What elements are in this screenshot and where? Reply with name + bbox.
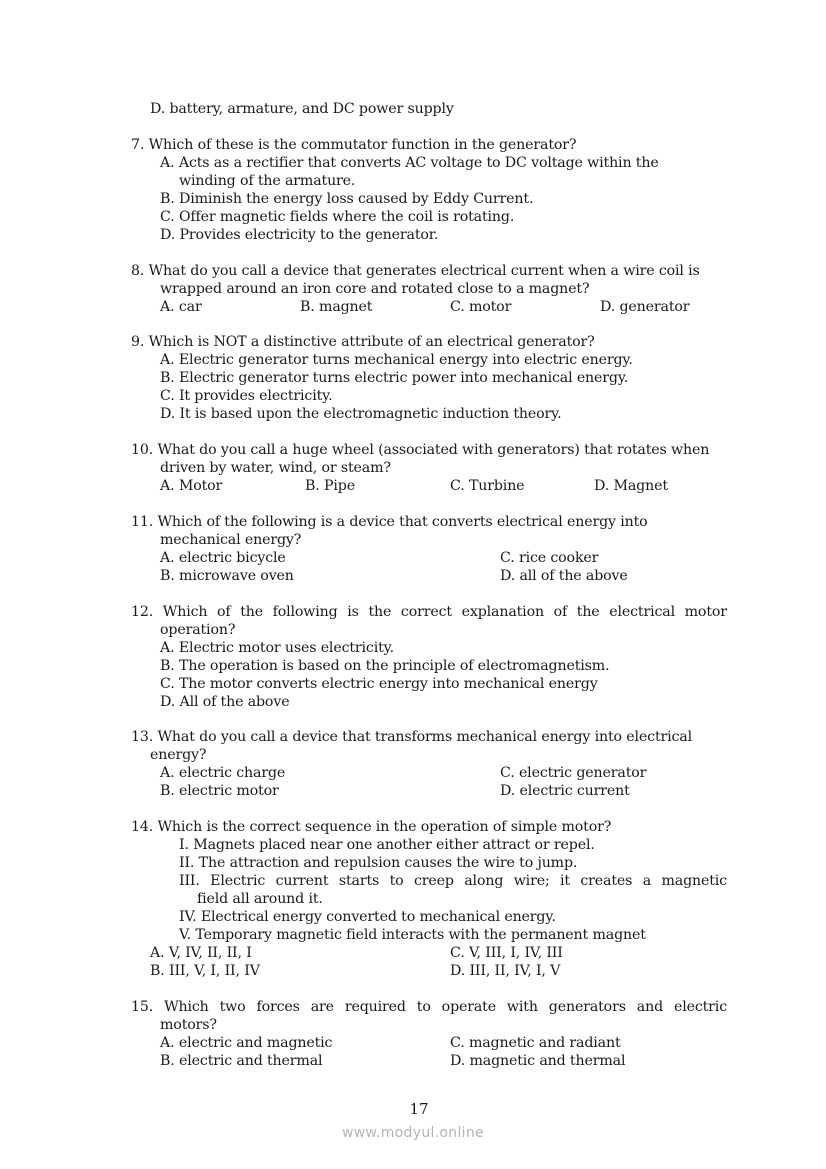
q9-option-b: B. Electric generator turns electric power into mechanical energy.	[160, 370, 629, 386]
q12-stem	[131, 603, 727, 621]
q13-option-a: A. electric charge	[160, 765, 286, 781]
q12-stem-justified: 12. Which of the following is the correct explanation of the electrical motor	[131, 604, 727, 620]
q8-option-c: C. motor	[450, 299, 512, 315]
q8-option-d: D. generator	[600, 299, 690, 315]
q14-option-d: D. III, II, IV, I, V	[450, 963, 561, 979]
q14-option-a: A. V, IV, II, II, I	[150, 945, 252, 961]
q8-stem-cont: wrapped around an iron core and rotated close to a magnet?	[160, 281, 590, 297]
q14-statement-3-cont: field all around it.	[197, 891, 323, 907]
q13-stem: 13. What do you call a device that transforms mechanical energy into electrical	[131, 729, 693, 745]
q8-option-b: B. magnet	[300, 299, 373, 315]
q14-option-b: B. III, V, I, II, IV	[150, 963, 260, 979]
q7-option-b: B. Diminish the energy loss caused by Eddy Current.	[160, 191, 534, 207]
q10-stem: 10. What do you call a huge wheel (associated with generators) that rotates when	[131, 442, 710, 458]
q7-option-d: D. Provides electricity to the generator.	[160, 227, 439, 243]
q13-option-d: D. electric current	[500, 783, 630, 799]
q9-option-a: A. Electric generator turns mechanical energy into electric energy.	[160, 352, 633, 368]
q10-option-c: C. Turbine	[450, 478, 525, 494]
q9-option-d: D. It is based upon the electromagnetic induction theory.	[160, 406, 562, 422]
q6-option-d: D. battery, armature, and DC power supply	[150, 101, 454, 117]
q11-stem-cont: mechanical energy?	[160, 532, 302, 548]
q10-option-a: A. Motor	[160, 478, 223, 494]
q8-option-a: A. car	[160, 299, 202, 315]
q13-option-c: C. electric generator	[500, 765, 647, 781]
q15-option-d: D. magnetic and thermal	[450, 1053, 626, 1069]
q7-stem: 7. Which of these is the commutator function in the generator?	[131, 137, 577, 153]
q15-stem	[131, 998, 727, 1016]
q10-option-d: D. Magnet	[594, 478, 668, 494]
q13-option-b: B. electric motor	[160, 783, 279, 799]
q14-statement-2: II. The attraction and repulsion causes the wire to jump.	[179, 855, 578, 871]
q15-option-b: B. electric and thermal	[160, 1053, 323, 1069]
q14-statement-5: V. Temporary magnetic field interacts with the permanent magnet	[179, 927, 646, 943]
q11-option-d: D. all of the above	[500, 568, 628, 584]
q11-option-a: A. electric bicycle	[160, 550, 286, 566]
q14-statement-1: I. Magnets placed near one another either attract or repel.	[179, 837, 595, 853]
q15-stem-cont: motors?	[160, 1017, 217, 1033]
q10-stem-cont: driven by water, wind, or steam?	[160, 460, 391, 476]
page-number: 17	[409, 1100, 429, 1118]
q11-option-c: C. rice cooker	[500, 550, 599, 566]
q14-stem: 14. Which is the correct sequence in the operation of simple motor?	[131, 819, 612, 835]
q10-option-b: B. Pipe	[305, 478, 355, 494]
q8-stem: 8. What do you call a device that generates electrical current when a wire coil is	[131, 263, 700, 279]
q14-statement-3	[179, 872, 727, 890]
q14-statement-4: IV. Electrical energy converted to mechanical energy.	[179, 909, 556, 925]
q15-option-a: A. electric and magnetic	[160, 1035, 333, 1051]
q14-option-c: C. V, III, I, IV, III	[450, 945, 563, 961]
q11-stem: 11. Which of the following is a device that converts electrical energy into	[131, 514, 648, 530]
q7-option-c: C. Offer magnetic fields where the coil is rotating.	[160, 209, 515, 225]
q12-option-a: A. Electric motor uses electricity.	[160, 640, 395, 656]
q9-stem: 9. Which is NOT a distinctive attribute of an electrical generator?	[131, 334, 595, 350]
q11-option-b: B. microwave oven	[160, 568, 294, 584]
q12-option-b: B. The operation is based on the principle of electromagnetism.	[160, 658, 610, 674]
q12-option-d: D. All of the above	[160, 694, 290, 710]
q12-stem-cont: operation?	[160, 622, 236, 638]
q15-stem-justified: 15. Which two forces are required to operate with generators and electric	[131, 999, 727, 1015]
q14-statement-3-justified: III. Electric current starts to creep along wire; it creates a magnetic	[179, 873, 727, 889]
q12-option-c: C. The motor converts electric energy into mechanical energy	[160, 676, 598, 692]
q7-option-a-cont: winding of the armature.	[179, 173, 356, 189]
q15-option-c: C. magnetic and radiant	[450, 1035, 621, 1051]
q7-option-a: A. Acts as a rectifier that converts AC voltage to DC voltage within the	[160, 155, 659, 171]
q13-stem-cont: energy?	[150, 747, 207, 763]
q9-option-c: C. It provides electricity.	[160, 388, 333, 404]
watermark: www.modyul.online	[342, 1125, 484, 1141]
